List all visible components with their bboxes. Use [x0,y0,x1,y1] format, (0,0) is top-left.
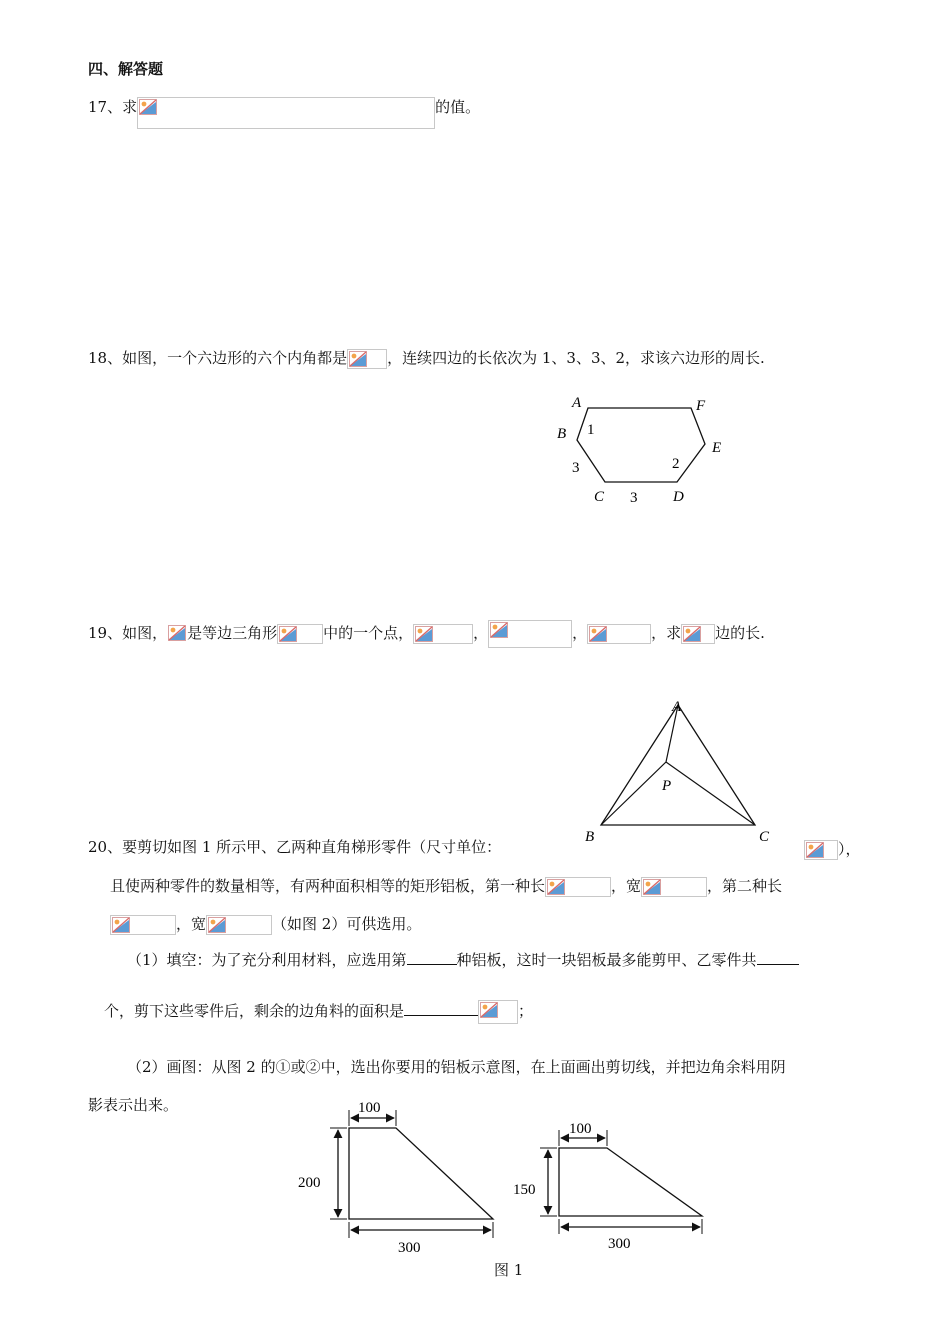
dim-label-left-bottom: 300 [398,1240,421,1256]
formula-image-placeholder [545,877,611,897]
vertex-label-b: B [557,426,567,442]
q20-part-1-d: ； [518,1002,534,1020]
question-18 [88,347,765,369]
broken-image-icon [480,1002,498,1018]
answer-blank-part-count[interactable] [757,948,799,965]
q20-line-3 [110,913,421,935]
broken-image-icon [643,879,661,895]
triangle-shape [601,705,755,825]
hexagon-shape [577,408,705,482]
dim-label-left-top: 100 [358,1100,381,1116]
formula-image-placeholder [206,915,272,935]
q18-suffix: ，连续四边的长依次为 1、3、3、2，求该六边形的周长. [387,349,765,367]
formula-image-placeholder [137,97,435,129]
q20-part-1-b: 种铝板，这时一块铝板最多能剪甲、乙零件共 [456,951,757,969]
q17-prefix: 17、求 [88,98,138,116]
vertex-label-a: A [572,395,582,411]
q19-text-1: 是等边三角形 [187,624,278,642]
q18-prefix: 18、如图，一个六边形的六个内角都是 [88,349,348,367]
vertex-label-e: E [712,440,722,456]
q20-line-1-suffix: ）， [838,840,861,858]
hexagon-figure [550,390,730,510]
trapezoid-jia [349,1128,493,1219]
side-label-de: 2 [672,456,680,472]
formula-image-placeholder [413,624,473,644]
vertex-label-b: B [585,829,595,845]
broken-image-icon [112,917,130,933]
q20-part-1-c: 个，剪下这些零件后，剩余的边角料的面积是 [104,1002,405,1020]
formula-image-placeholder [488,620,572,648]
side-label-bc: 3 [572,460,580,476]
answer-blank-plate-type[interactable] [407,948,457,965]
q20-part-1 [127,948,799,971]
vertex-label-c: C [759,829,770,845]
broken-image-icon [279,626,297,642]
section-title: 四、解答题 [88,60,164,78]
formula-image-placeholder [804,840,838,860]
formula-image-placeholder [167,624,187,644]
dim-label-right-height: 150 [513,1182,536,1198]
side-label-cd: 3 [630,490,638,506]
broken-image-icon [415,626,433,642]
q20-part-2-line-2: 影表示出来。 [88,1096,179,1114]
q20-part-1-a: （1）填空：为了充分利用材料，应选用第 [127,951,407,969]
formula-image-placeholder [347,349,387,369]
vertex-label-f: F [696,398,706,414]
q20-part-2-line-1: （2）画图：从图 2 的①或②中，选出你要用的铝板示意图，在上面画出剪切线，并把边角余料用阴 [127,1058,786,1076]
figure-1-trapezoids [290,1096,720,1262]
q20-line-2-suffix: ，第二种长 [707,877,783,895]
q19-comma-1: ， [473,624,489,642]
broken-image-icon [589,626,607,642]
formula-image-placeholder [641,877,707,897]
q19-suffix: 边的长. [715,624,765,642]
vertex-label-d: D [673,489,684,505]
broken-image-icon [168,625,186,641]
q20-line-2 [110,875,782,897]
segment-pc [666,762,755,825]
answer-blank-leftover-area[interactable] [404,999,478,1016]
formula-image-placeholder [587,624,651,644]
broken-image-icon [547,879,565,895]
formula-image-placeholder [478,1000,518,1024]
dim-label-left-height: 200 [298,1175,321,1191]
vertex-label-a: A [672,699,682,715]
q20-line-2-prefix: 且使两种零件的数量相等，有两种面积相等的矩形铝板，第一种长 [110,877,546,895]
q19-text-2: 中的一个点， [323,624,414,642]
q20-line-1-end [804,838,861,860]
broken-image-icon [139,99,157,115]
question-19 [88,620,765,648]
figure-1-caption: 图 1 [494,1261,524,1279]
q20-line-3-mid: ，宽 [176,915,207,933]
trapezoid-yi [559,1148,702,1216]
broken-image-icon [806,842,824,858]
q19-prefix: 19、如图， [88,624,168,642]
q20-line-2-mid: ，宽 [611,877,642,895]
segment-pb [601,762,666,825]
dim-label-right-bottom: 300 [608,1236,631,1252]
formula-image-placeholder [277,624,323,644]
dim-label-right-top: 100 [569,1121,592,1137]
formula-image-placeholder [681,624,715,644]
broken-image-icon [349,351,367,367]
broken-image-icon [490,622,508,638]
q20-line-3-suffix: （如图 2）可供选用。 [272,915,422,933]
formula-image-placeholder [110,915,176,935]
triangle-figure [580,695,780,855]
q19-text-3: ，求 [651,624,682,642]
broken-image-icon [208,917,226,933]
question-17 [88,96,480,129]
side-label-ab: 1 [587,422,595,438]
q17-suffix: 的值。 [435,98,481,116]
q20-line-1-text: 20、要剪切如图 1 所示甲、乙两种直角梯形零件（尺寸单位： [88,838,502,856]
vertex-label-p: P [662,778,672,794]
vertex-label-c: C [594,489,605,505]
q19-comma-2: ， [572,624,588,642]
broken-image-icon [683,626,701,642]
q20-part-1-cont [104,999,533,1024]
